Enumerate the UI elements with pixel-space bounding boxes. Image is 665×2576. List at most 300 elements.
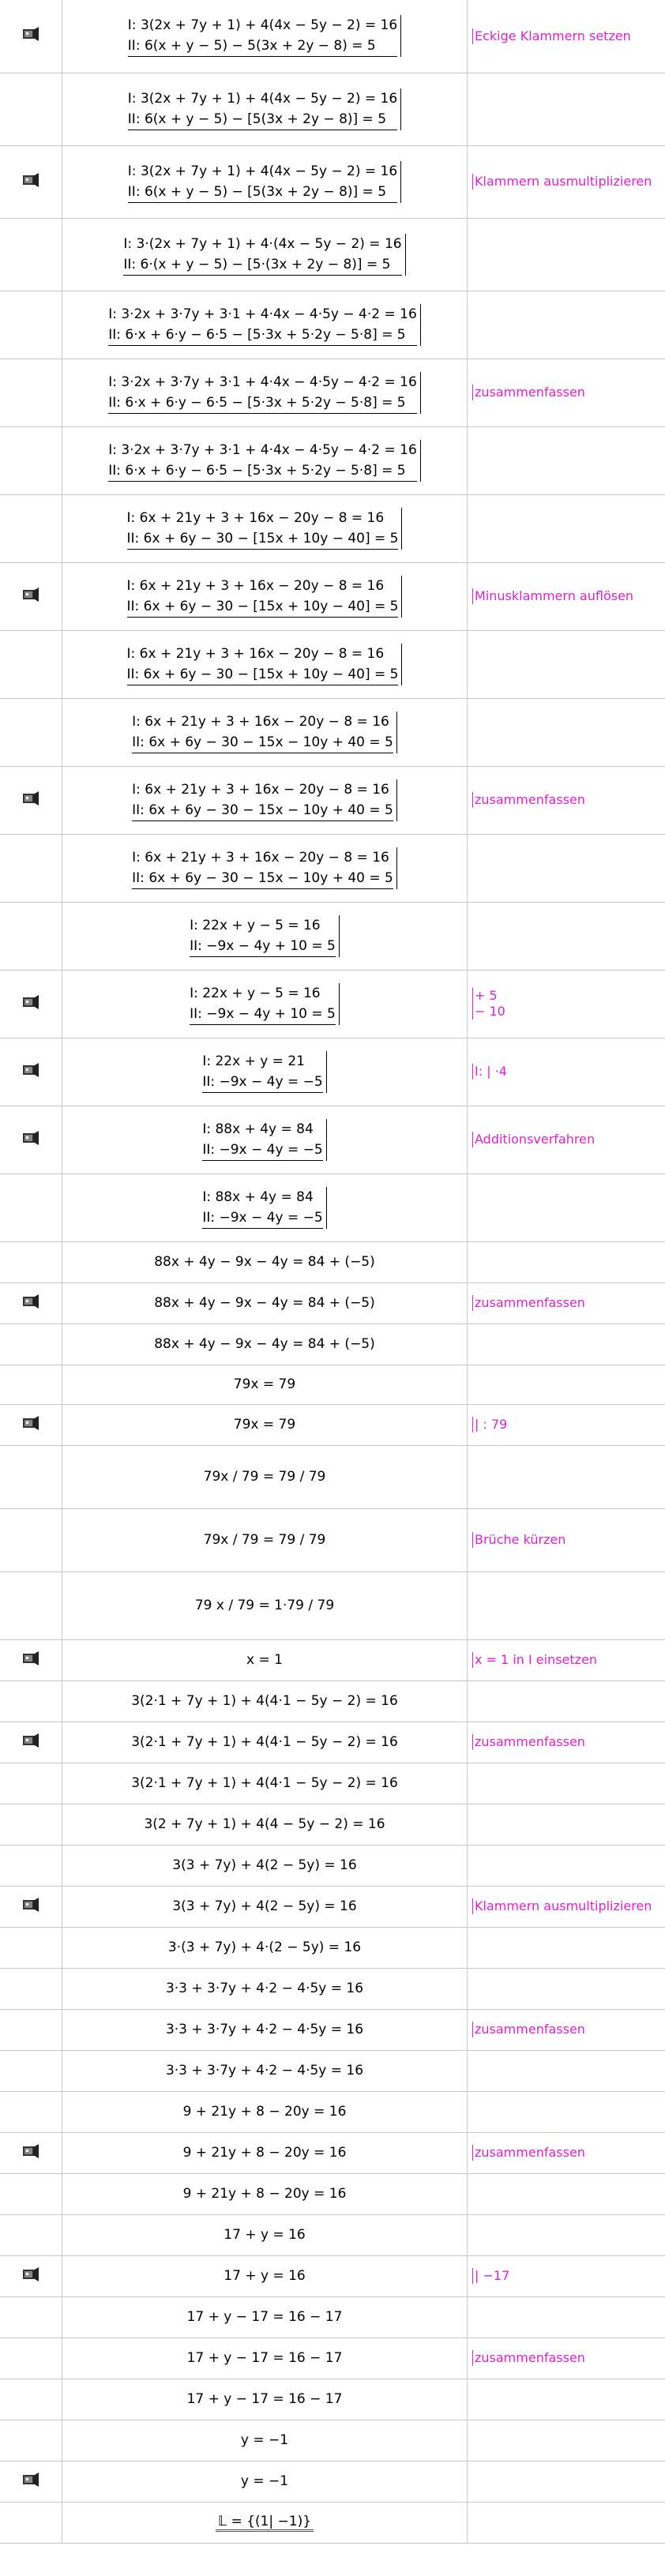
step-icon-cell <box>0 766 62 834</box>
step-note-cell <box>468 1282 665 1324</box>
step-note: x = 1 in I einsetzen <box>472 1652 597 1668</box>
step-note-cell <box>468 902 665 970</box>
equation-line-II: II: 6·(x + y − 5) − [5·(3x + 2y − 8)] = 5 <box>123 254 401 276</box>
equation-cell <box>62 1365 468 1404</box>
step-row <box>0 2173 665 2214</box>
step-row <box>0 1639 665 1680</box>
step-note-cell <box>468 1572 665 1639</box>
step-note: zusammenfassen <box>472 2145 585 2161</box>
step-icon-cell <box>0 1365 62 1404</box>
step-note: | −17 <box>472 2268 509 2284</box>
equation-system <box>123 234 405 276</box>
equation-cell <box>62 2173 468 2214</box>
eye-icon[interactable] <box>22 1294 39 1309</box>
step-icon-cell <box>0 73 62 145</box>
step-note: Klammern ausmultiplizieren <box>472 174 652 190</box>
step-row <box>0 1282 665 1324</box>
eye-icon[interactable] <box>22 1415 39 1431</box>
equation-cell <box>62 902 468 970</box>
step-row <box>0 1241 665 1282</box>
step-icon-cell <box>0 1722 62 1763</box>
equation-cell <box>62 1804 468 1845</box>
equation-line-II: II: 6(x + y − 5) − [5(3x + 2y − 8)] = 5 <box>128 182 397 203</box>
step-note-cell <box>468 426 665 494</box>
equation-line-I: I: 88x + 4y = 84 <box>202 1121 314 1137</box>
step-note-cell <box>468 1968 665 2009</box>
step-icon-cell <box>0 426 62 494</box>
equation-cell <box>62 1173 468 1241</box>
equation-line: 9 + 21y + 8 − 20y = 16 <box>182 2145 347 2161</box>
eye-icon[interactable] <box>22 587 39 603</box>
equation-line: x = 1 <box>246 1652 283 1668</box>
step-icon-cell <box>0 1927 62 1968</box>
equation-system <box>128 161 401 203</box>
equation-cell <box>62 494 468 562</box>
step-note-cell <box>468 2009 665 2050</box>
equation-cell <box>62 2379 468 2420</box>
equation-line-I: I: 22x + y − 5 = 16 <box>190 917 321 933</box>
equation-system <box>132 847 397 889</box>
step-icon-cell <box>0 2461 62 2502</box>
equation-system <box>127 644 403 685</box>
step-icon-cell <box>0 1445 62 1508</box>
equation-line-I: I: 3·2x + 3·7y + 3·1 + 4·4x − 4·5y − 4·2 = 16 <box>108 441 417 458</box>
step-row <box>0 1404 665 1445</box>
eye-icon[interactable] <box>22 994 39 1010</box>
step-note: zusammenfassen <box>472 2022 585 2037</box>
step-note-cell <box>468 1927 665 1968</box>
step-note-cell <box>468 1324 665 1365</box>
equation-cell <box>62 218 468 291</box>
eye-icon[interactable] <box>22 2143 39 2159</box>
step-icon-cell <box>0 2050 62 2091</box>
step-note-cell <box>468 1241 665 1282</box>
solution-set: 𝕃 = {(1| −1)} <box>216 2514 314 2532</box>
step-note-cell <box>468 218 665 291</box>
equation-line: 3(3 + 7y) + 4(2 − 5y) = 16 <box>172 1857 357 1873</box>
step-row <box>0 1845 665 1886</box>
equation-line-I: I: 3·2x + 3·7y + 3·1 + 4·4x − 4·5y − 4·2 = 16 <box>108 306 417 322</box>
step-note-cell <box>468 1445 665 1508</box>
step-icon-cell <box>0 1639 62 1680</box>
step-row <box>0 1038 665 1106</box>
equation-line: 17 + y = 16 <box>224 2227 306 2243</box>
equation-line-I: I: 6x + 21y + 3 + 16x − 20y − 8 = 16 <box>126 577 385 594</box>
step-row <box>0 73 665 145</box>
equation-cell <box>62 2255 468 2296</box>
equation-line-I: I: 3·(2x + 7y + 1) + 4·(4x − 5y − 2) = 16 <box>123 235 402 252</box>
step-icon-cell <box>0 1173 62 1241</box>
eye-icon[interactable] <box>22 790 39 806</box>
step-note: | : 79 <box>472 1417 507 1433</box>
step-icon-cell <box>0 970 62 1038</box>
step-row <box>0 291 665 359</box>
step-icon-cell <box>0 562 62 630</box>
step-row <box>0 1763 665 1804</box>
eye-icon[interactable] <box>22 1897 39 1913</box>
equation-line-I: I: 6x + 21y + 3 + 16x − 20y − 8 = 16 <box>126 509 385 526</box>
equation-cell <box>62 766 468 834</box>
equation-line-II: II: 6x + 6y − 30 − [15x + 10y − 40] = 5 <box>127 528 399 550</box>
step-note-cell <box>468 2420 665 2461</box>
equation-cell <box>62 1038 468 1106</box>
step-note-cell <box>468 1763 665 1804</box>
equation-line: 17 + y − 17 = 16 − 17 <box>186 2391 343 2407</box>
equation-system <box>202 1051 326 1093</box>
step-row <box>0 2091 665 2132</box>
step-icon-cell <box>0 2173 62 2214</box>
equation-line: 3(2·1 + 7y + 1) + 4(4·1 − 5y − 2) = 16 <box>131 1693 398 1709</box>
equation-cell <box>62 2420 468 2461</box>
step-icon-cell <box>0 902 62 970</box>
equation-line-I: I: 22x + y − 5 = 16 <box>190 985 321 1001</box>
step-row <box>0 2379 665 2420</box>
step-icon-cell <box>0 1324 62 1365</box>
equation-line: 9 + 21y + 8 − 20y = 16 <box>182 2104 347 2120</box>
equation-line-II: II: 6x + 6y − 30 − [15x + 10y − 40] = 5 <box>127 664 399 685</box>
step-icon-cell <box>0 698 62 766</box>
step-note-cell <box>468 1173 665 1241</box>
equation-line: 3(2 + 7y + 1) + 4(4 − 5y − 2) = 16 <box>144 1816 385 1832</box>
step-row <box>0 494 665 562</box>
equation-system <box>108 304 421 346</box>
equation-cell <box>62 1886 468 1927</box>
step-icon-cell <box>0 1106 62 1173</box>
eye-icon[interactable] <box>22 1130 39 1146</box>
step-note-cell <box>468 1404 665 1445</box>
step-note: zusammenfassen <box>472 1295 585 1311</box>
step-row <box>0 2132 665 2173</box>
equation-line-I: I: 88x + 4y = 84 <box>202 1188 314 1205</box>
step-row <box>0 766 665 834</box>
step-row <box>0 1572 665 1639</box>
step-row <box>0 630 665 698</box>
step-row <box>0 2009 665 2050</box>
equation-cell <box>62 1572 468 1639</box>
equation-line: 79x / 79 = 79 / 79 <box>203 1532 326 1548</box>
step-row <box>0 1927 665 1968</box>
equation-line-II: II: 6(x + y − 5) − [5(3x + 2y − 8)] = 5 <box>128 109 397 130</box>
equation-cell <box>62 1508 468 1572</box>
step-icon-cell <box>0 359 62 426</box>
equation-cell <box>62 2091 468 2132</box>
step-row <box>0 2214 665 2255</box>
step-row <box>0 426 665 494</box>
equation-cell <box>62 1324 468 1365</box>
step-icon-cell <box>0 2502 62 2543</box>
equation-system <box>127 576 403 618</box>
equation-line-II: II: −9x − 4y = −5 <box>202 1140 322 1161</box>
equation-line-II: II: −9x − 4y + 10 = 5 <box>190 936 336 957</box>
step-row <box>0 1324 665 1365</box>
equation-cell <box>62 2296 468 2338</box>
step-note-cell <box>468 2255 665 2296</box>
equation-cell <box>62 145 468 218</box>
equation-line-II: II: 6x + 6y − 30 − [15x + 10y − 40] = 5 <box>127 596 399 618</box>
equation-system <box>108 372 421 414</box>
equation-line: y = −1 <box>240 2432 289 2448</box>
step-note-cell <box>468 970 665 1038</box>
step-icon-cell <box>0 1804 62 1845</box>
equation-line: 17 + y = 16 <box>224 2268 306 2284</box>
step-row <box>0 218 665 291</box>
step-icon-cell <box>0 1508 62 1572</box>
equation-line-II: II: 6·x + 6·y − 6·5 − [5·3x + 5·2y − 5·8] = 5 <box>108 392 417 414</box>
equation-cell <box>62 1639 468 1680</box>
equation-cell <box>62 630 468 698</box>
step-row <box>0 1173 665 1241</box>
step-row <box>0 834 665 902</box>
eye-icon[interactable] <box>22 1733 39 1748</box>
equation-line-I: I: 6x + 21y + 3 + 16x − 20y − 8 = 16 <box>132 781 389 798</box>
step-note-cell <box>468 2379 665 2420</box>
step-note-cell <box>468 1845 665 1886</box>
equation-cell <box>62 1845 468 1886</box>
equation-line-I: I: 3·2x + 3·7y + 3·1 + 4·4x − 4·5y − 4·2 = 16 <box>108 374 417 390</box>
equation-cell <box>62 1282 468 1324</box>
equation-line-II: II: 6(x + y − 5) − 5(3x + 2y − 8) = 5 <box>128 36 397 57</box>
step-note-cell <box>468 698 665 766</box>
step-note-cell <box>468 2296 665 2338</box>
step-note-cell <box>468 562 665 630</box>
equation-system <box>127 508 403 550</box>
equation-cell <box>62 1927 468 1968</box>
step-note <box>472 988 505 1020</box>
equation-line: 88x + 4y − 9x − 4y = 84 + (−5) <box>154 1336 375 1352</box>
step-row <box>0 1886 665 1927</box>
step-note-cell <box>468 2132 665 2173</box>
equation-cell <box>62 2050 468 2091</box>
step-row <box>0 2050 665 2091</box>
step-row <box>0 359 665 426</box>
equation-system <box>128 15 401 57</box>
step-icon-cell <box>0 1282 62 1324</box>
step-row <box>0 1680 665 1722</box>
step-note-cell <box>468 1038 665 1106</box>
step-icon-cell <box>0 1241 62 1282</box>
step-icon-cell <box>0 2009 62 2050</box>
equation-line-I: I: 3(2x + 7y + 1) + 4(4x − 5y − 2) = 16 <box>127 163 398 179</box>
eye-icon[interactable] <box>22 172 39 188</box>
step-note-cell <box>468 1365 665 1404</box>
step-row <box>0 970 665 1038</box>
step-icon-cell <box>0 834 62 902</box>
step-note-cell <box>468 1886 665 1927</box>
equation-line: 3·3 + 3·7y + 4·2 − 4·5y = 16 <box>165 1981 364 1996</box>
eye-icon[interactable] <box>22 2266 39 2282</box>
equation-system <box>202 1187 326 1229</box>
equation-line-II: II: −9x − 4y + 10 = 5 <box>190 1004 336 1025</box>
step-note: I: | ·4 <box>472 1064 507 1080</box>
eye-icon[interactable] <box>22 1650 39 1666</box>
step-note-cell <box>468 2338 665 2379</box>
step-note: Additionsverfahren <box>472 1132 595 1147</box>
step-note-cell <box>468 145 665 218</box>
step-note-cell <box>468 766 665 834</box>
equation-cell <box>62 1445 468 1508</box>
equation-line: 3(3 + 7y) + 4(2 − 5y) = 16 <box>172 1898 357 1914</box>
step-note-cell <box>468 2502 665 2543</box>
step-icon-cell <box>0 0 62 73</box>
step-icon-cell <box>0 2420 62 2461</box>
step-icon-cell <box>0 1886 62 1927</box>
step-note-cell <box>468 359 665 426</box>
step-row <box>0 145 665 218</box>
step-note-cell <box>468 73 665 145</box>
step-icon-cell <box>0 291 62 359</box>
step-note: zusammenfassen <box>472 1734 585 1750</box>
step-icon-cell <box>0 145 62 218</box>
step-note-cell <box>468 834 665 902</box>
step-note-cell <box>468 1722 665 1763</box>
step-note-cell <box>468 1106 665 1173</box>
step-note: Brüche kürzen <box>472 1532 565 1548</box>
equation-line-II: II: 6x + 6y − 30 − 15x − 10y + 40 = 5 <box>132 732 393 753</box>
step-icon-cell <box>0 1404 62 1445</box>
step-note-cell <box>468 1680 665 1722</box>
step-note: Klammern ausmultiplizieren <box>472 1898 652 1914</box>
equation-line: 79 x / 79 = 1·79 / 79 <box>194 1598 335 1613</box>
step-icon-cell <box>0 2132 62 2173</box>
equation-system <box>202 1119 326 1161</box>
step-note: zusammenfassen <box>472 2350 585 2366</box>
equation-cell <box>62 73 468 145</box>
step-note-cell <box>468 2461 665 2502</box>
equation-line: y = −1 <box>240 2473 289 2489</box>
equation-cell <box>62 426 468 494</box>
equation-cell <box>62 698 468 766</box>
equation-line-I: I: 22x + y = 21 <box>202 1053 305 1069</box>
equation-line-II: II: 6·x + 6·y − 6·5 − [5·3x + 5·2y − 5·8] = 5 <box>108 325 417 346</box>
equation-system <box>108 440 421 482</box>
equation-cell <box>62 291 468 359</box>
step-row <box>0 2502 665 2543</box>
equation-line: 79x = 79 <box>233 1376 296 1392</box>
equation-cell <box>62 2009 468 2050</box>
step-note-cell <box>468 2214 665 2255</box>
step-note: zusammenfassen <box>472 385 585 400</box>
equation-line-I: I: 6x + 21y + 3 + 16x − 20y − 8 = 16 <box>126 645 385 662</box>
step-row <box>0 902 665 970</box>
step-note-cell <box>468 1639 665 1680</box>
step-icon-cell <box>0 1763 62 1804</box>
step-row <box>0 2255 665 2296</box>
equation-line: 3·(3 + 7y) + 4·(2 − 5y) = 16 <box>167 1940 362 1955</box>
eye-icon[interactable] <box>22 1062 39 1078</box>
step-icon-cell <box>0 1968 62 2009</box>
step-note-cell <box>468 1508 665 1572</box>
eye-icon[interactable] <box>22 26 39 42</box>
step-note-line: + 5 <box>475 988 498 1003</box>
step-icon-cell <box>0 2214 62 2255</box>
step-icon-cell <box>0 630 62 698</box>
step-icon-cell <box>0 2091 62 2132</box>
step-note-cell <box>468 630 665 698</box>
step-note-cell <box>468 1804 665 1845</box>
equation-cell <box>62 1680 468 1722</box>
step-icon-cell <box>0 2255 62 2296</box>
equation-line: 3(2·1 + 7y + 1) + 4(4·1 − 5y − 2) = 16 <box>131 1775 398 1791</box>
step-row <box>0 562 665 630</box>
equation-cell <box>62 1241 468 1282</box>
equation-cell <box>62 834 468 902</box>
equation-line-II: II: 6x + 6y − 30 − 15x − 10y + 40 = 5 <box>132 868 393 889</box>
equation-cell <box>62 2214 468 2255</box>
equation-line: 3·3 + 3·7y + 4·2 − 4·5y = 16 <box>165 2022 364 2037</box>
step-icon-cell <box>0 2296 62 2338</box>
step-row <box>0 2296 665 2338</box>
step-icon-cell <box>0 218 62 291</box>
equation-cell <box>62 970 468 1038</box>
equation-system <box>132 712 397 753</box>
step-icon-cell <box>0 1038 62 1106</box>
equation-cell <box>62 1722 468 1763</box>
equation-system <box>132 779 397 821</box>
eye-icon[interactable] <box>22 2472 39 2488</box>
step-icon-cell <box>0 494 62 562</box>
step-note: Eckige Klammern setzen <box>472 28 631 44</box>
step-icon-cell <box>0 1680 62 1722</box>
step-note-cell <box>468 0 665 73</box>
step-note-cell <box>468 291 665 359</box>
step-row <box>0 1445 665 1508</box>
step-note-cell <box>468 2091 665 2132</box>
step-row <box>0 1508 665 1572</box>
step-row <box>0 698 665 766</box>
step-note: zusammenfassen <box>472 792 585 808</box>
equation-line-II: II: 6x + 6y − 30 − 15x − 10y + 40 = 5 <box>132 800 393 821</box>
step-icon-cell <box>0 1845 62 1886</box>
step-row <box>0 1804 665 1845</box>
equation-line: 88x + 4y − 9x − 4y = 84 + (−5) <box>154 1295 375 1311</box>
step-row <box>0 2420 665 2461</box>
equation-cell <box>62 1763 468 1804</box>
step-icon-cell <box>0 2338 62 2379</box>
equation-line: 79x = 79 <box>233 1417 296 1433</box>
equation-system <box>190 983 340 1025</box>
step-row <box>0 1968 665 2009</box>
equation-cell <box>62 2461 468 2502</box>
equation-line-I: I: 6x + 21y + 3 + 16x − 20y − 8 = 16 <box>132 849 389 866</box>
equation-system <box>128 88 401 130</box>
equation-line-I: I: 6x + 21y + 3 + 16x − 20y − 8 = 16 <box>132 713 389 730</box>
equation-cell <box>62 1106 468 1173</box>
step-row <box>0 2461 665 2502</box>
step-icon-cell <box>0 2379 62 2420</box>
step-note: Minusklammern auflösen <box>472 588 633 604</box>
equation-line: 88x + 4y − 9x − 4y = 84 + (−5) <box>154 1254 375 1270</box>
step-note-cell <box>468 494 665 562</box>
equation-line-I: I: 3(2x + 7y + 1) + 4(4x − 5y − 2) = 16 <box>127 90 398 107</box>
step-row <box>0 2338 665 2379</box>
equation-cell <box>62 359 468 426</box>
step-row <box>0 0 665 73</box>
step-row <box>0 1722 665 1763</box>
equation-cell <box>62 1968 468 2009</box>
step-note-cell <box>468 2050 665 2091</box>
equation-line: 17 + y − 17 = 16 − 17 <box>186 2350 343 2366</box>
equation-cell <box>62 2132 468 2173</box>
equation-line: 3·3 + 3·7y + 4·2 − 4·5y = 16 <box>165 2063 364 2078</box>
equation-line: 9 + 21y + 8 − 20y = 16 <box>182 2186 347 2202</box>
equation-line-II: II: 6·x + 6·y − 6·5 − [5·3x + 5·2y − 5·8] = 5 <box>108 460 417 482</box>
equation-cell <box>62 2502 468 2543</box>
step-icon-cell <box>0 1572 62 1639</box>
step-note-line: − 10 <box>475 1004 505 1019</box>
equation-cell <box>62 562 468 630</box>
equation-line-II: II: −9x − 4y = −5 <box>202 1207 322 1229</box>
step-row <box>0 1365 665 1404</box>
